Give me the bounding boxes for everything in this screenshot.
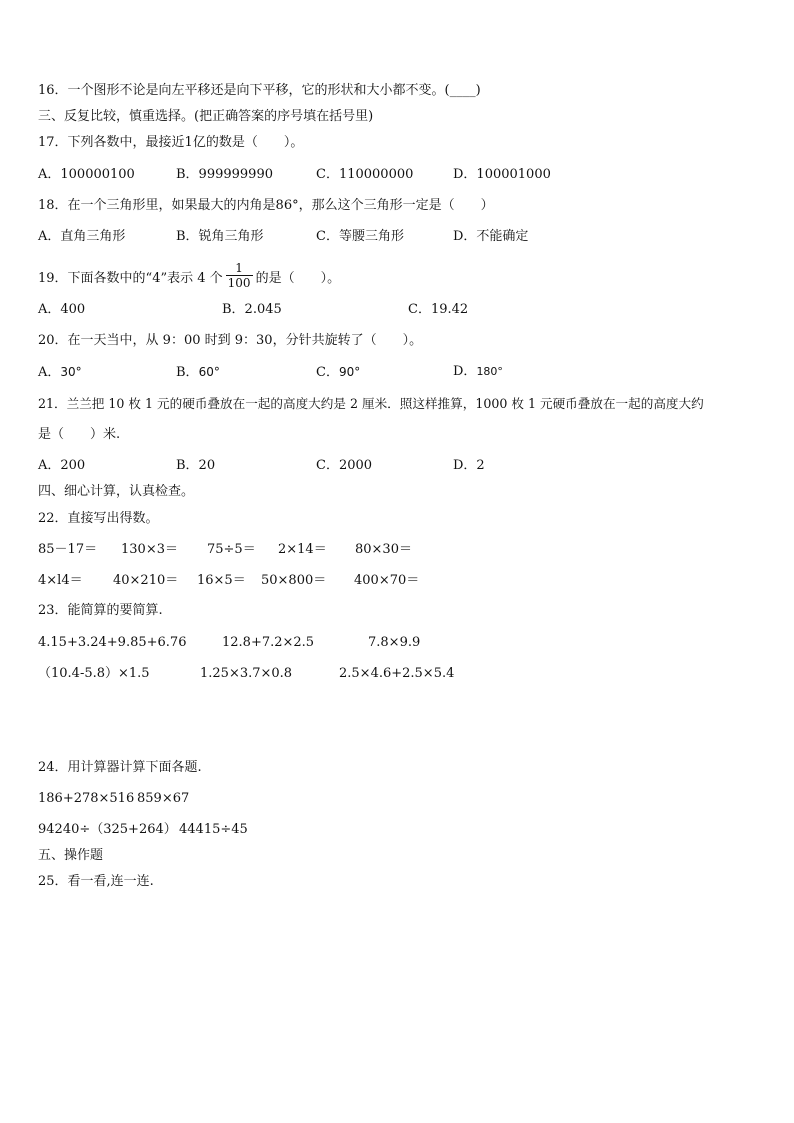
calculator-item: 186+278×516 xyxy=(38,791,135,806)
section-5-title: 五、操作题 xyxy=(38,848,104,863)
question-23-stem: 23．能简算的要简算. xyxy=(38,603,163,618)
arithmetic-item: 16×5＝ xyxy=(197,573,246,588)
section-3-title: 三、反复比较，慎重选择。(把正确答案的序号填在括号里) xyxy=(38,109,374,124)
question-22-row-1 xyxy=(38,542,778,558)
option-c: C．等腰三角形 xyxy=(316,229,404,244)
fraction-numerator: 1 xyxy=(235,261,243,275)
option-b: B．20 xyxy=(176,458,216,473)
calculator-item: 94240÷（325+264） xyxy=(38,822,177,837)
question-18-stem: 18．在一个三角形里，如果最大的内角是86°，那么这个三角形一定是（ ） xyxy=(38,198,494,213)
question-20-options xyxy=(38,364,778,380)
question-23-row-1 xyxy=(38,635,778,651)
option-a: A．30° xyxy=(38,365,82,380)
calculator-item: 44415÷45 xyxy=(179,822,248,837)
question-18-options xyxy=(38,229,778,245)
question-20-stem: 20．在一天当中，从 9：00 时到 9：30，分针共旋转了（ ）。 xyxy=(38,333,423,348)
option-a: A．200 xyxy=(38,458,86,473)
option-c: C．110000000 xyxy=(316,167,414,182)
simplify-item: 2.5×4.6+2.5×5.4 xyxy=(339,666,455,681)
question-21-line-2: 是（ ）米. xyxy=(38,427,121,442)
question-19-options xyxy=(38,302,778,318)
simplify-item: 12.8+7.2×2.5 xyxy=(222,635,315,650)
question-16: 16．一个图形不论是向左平移还是向下平移，它的形状和大小都不变。(____) xyxy=(38,83,481,98)
question-17-options xyxy=(38,167,778,183)
angle-value: 60° xyxy=(198,365,220,379)
option-b: B．2.045 xyxy=(222,302,282,317)
question-25-stem: 25．看一看,连一连. xyxy=(38,874,154,889)
fraction-denominator: 100 xyxy=(227,276,251,290)
question-22-stem: 22．直接写出得数。 xyxy=(38,511,159,526)
option-b: B．999999990 xyxy=(176,167,273,182)
simplify-item: 1.25×3.7×0.8 xyxy=(200,666,293,681)
option-d: D．100001000 xyxy=(453,167,551,182)
arithmetic-item: 40×210＝ xyxy=(113,573,179,588)
option-a: A．400 xyxy=(38,302,86,317)
option-d: D．180° xyxy=(453,364,503,379)
angle-value: 90° xyxy=(338,365,361,379)
arithmetic-item: 75÷5＝ xyxy=(207,542,256,557)
question-17-stem: 17．下列各数中，最接近1亿的数是（ ）。 xyxy=(38,135,304,150)
stem-after: 的是（ ）。 xyxy=(255,271,341,286)
option-d: D．不能确定 xyxy=(453,229,529,244)
question-22-row-2 xyxy=(38,573,778,589)
option-c: C．19.42 xyxy=(408,302,469,317)
arithmetic-item: 400×70＝ xyxy=(354,573,420,588)
question-23-row-2 xyxy=(38,666,778,682)
simplify-item: （10.4-5.8）×1.5 xyxy=(38,666,150,681)
option-a: A．100000100 xyxy=(38,167,135,182)
question-21-line-1: 21．兰兰把 10 枚 1 元的硬币叠放在一起的高度大约是 2 厘米．照这样推算，1000 枚 1 元硬币叠放在一起的高度大约 xyxy=(38,396,704,411)
question-21-options xyxy=(38,458,778,474)
option-a: A．直角三角形 xyxy=(38,229,126,244)
simplify-item: 7.8×9.9 xyxy=(368,635,421,650)
angle-value: 180° xyxy=(476,365,503,378)
question-24-row-1 xyxy=(38,791,778,807)
arithmetic-item: 80×30＝ xyxy=(355,542,412,557)
calculator-item: 859×67 xyxy=(137,791,190,806)
option-c: C．2000 xyxy=(316,458,373,473)
option-b: B．锐角三角形 xyxy=(176,229,264,244)
question-24-stem: 24．用计算器计算下面各题. xyxy=(38,760,202,775)
option-d: D．2 xyxy=(453,458,485,473)
angle-value: 30° xyxy=(60,365,82,379)
arithmetic-item: 50×800＝ xyxy=(261,573,327,588)
option-b: B．60° xyxy=(176,365,220,380)
arithmetic-item: 85－17＝ xyxy=(38,542,98,557)
simplify-item: 4.15+3.24+9.85+6.76 xyxy=(38,635,187,650)
question-19-stem xyxy=(38,261,341,293)
stem-before: 19．下面各数中的“4”表示 4 个 xyxy=(38,271,223,286)
arithmetic-item: 2×14＝ xyxy=(278,542,327,557)
option-c: C．90° xyxy=(316,365,361,380)
arithmetic-item: 4×l4＝ xyxy=(38,573,83,588)
fraction xyxy=(226,261,253,290)
section-4-title: 四、细心计算，认真检查。 xyxy=(38,484,195,499)
question-24-row-2 xyxy=(38,822,778,838)
arithmetic-item: 130×3＝ xyxy=(121,542,178,557)
